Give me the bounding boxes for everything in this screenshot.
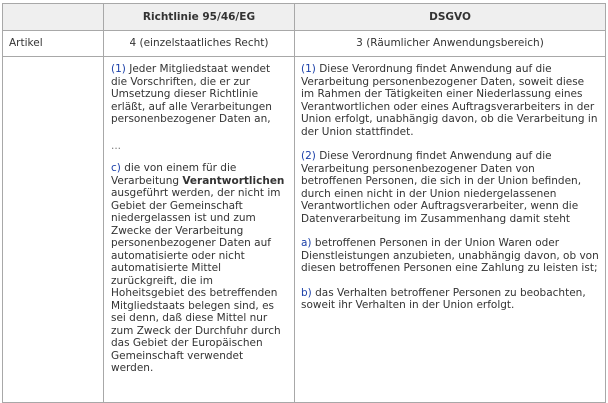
richtlinie-text-cell	[104, 57, 295, 403]
point-text-b: ausgeführt werden, der nicht im Gebiet der Gemeinschaft niedergelassen ist und zum Zwecke der Verarbeitung personenbezogener Daten auf automatisierte oder nicht automatisierte Mittel zurückgreift, die im Hoheitsgebiet des betreffenden Mitgliedstaats belegen sind, es sei denn, daß diese Mittel nur zum Zweck der Durchfuhr durch das Gebiet der Europäischen Gemeinschaft verwendet werden.	[111, 187, 281, 374]
spacer	[301, 225, 599, 237]
header-row	[3, 4, 606, 31]
ellipsis: ...	[111, 139, 122, 152]
paragraph-number: (2)	[301, 150, 316, 162]
richtlinie-point-c	[111, 162, 288, 375]
point-letter: a)	[301, 237, 312, 249]
article-dsgvo: 3 (Räumlicher Anwendungsbereich)	[295, 31, 606, 57]
spacer	[301, 275, 599, 287]
point-letter: c)	[111, 162, 121, 174]
point-letter: b)	[301, 286, 312, 299]
dsgvo-point-a	[301, 237, 599, 275]
paragraph-number: (1)	[301, 63, 316, 75]
article-row	[3, 31, 606, 57]
header-empty	[3, 4, 104, 31]
article-richtlinie: 4 (einzelstaatliches Recht)	[104, 31, 295, 57]
paragraph-text: Jeder Mitgliedstaat wendet die Vorschriften, die er zur Umsetzung dieser Richtlinie erläßt, auf alle Verarbeitungen personenbezogener Daten an,	[111, 63, 272, 125]
content-empty-cell	[3, 57, 104, 403]
paragraph-text: Diese Verordnung findet Anwendung auf die Verarbeitung personenbezogener Daten von betroffenen Personen, die sich in der Union befinden, durch einen nicht in der Union niedergelassenen Verantwortlichen oder Auftragsverarbeiter, wenn die Datenverarbeitung im Zusammenhang damit steht	[301, 150, 582, 225]
header-richtlinie: Richtlinie 95/46/EG	[104, 4, 295, 31]
point-bold-term: Verantwortlichen	[182, 174, 285, 187]
header-dsgvo: DSGVO	[295, 4, 606, 31]
paragraph-number: (1)	[111, 63, 126, 75]
point-text: das Verhalten betroffener Personen zu beobachten, soweit ihr Verhalten in der Union erfolgt.	[301, 286, 586, 311]
point-text-a: die von einem für die Verarbeitung	[111, 162, 237, 187]
paragraph-text: Diese Verordnung findet Anwendung auf die Verarbeitung personenbezogener Daten, soweit diese im Rahmen der Tätigkeiten einer Niederlassung eines Verantwortlichen oder eines Auftragsverarbeiters in der Union erfolgt, unabhängig davon, ob die Verarbeitung in der Union stattfindet.	[301, 63, 598, 138]
content-row	[3, 57, 606, 403]
point-text: betroffenen Personen in der Union Waren oder Dienstleistungen anzubieten, unabhängig davon, ob von diesen betroffenen Personen eine Zahlung zu leisten ist;	[301, 237, 599, 274]
dsgvo-point-b	[301, 287, 599, 312]
spacer	[301, 138, 599, 150]
dsgvo-paragraph-1	[301, 63, 599, 138]
dsgvo-paragraph-2	[301, 150, 599, 225]
dsgvo-text-cell	[295, 57, 606, 403]
richtlinie-paragraph-1	[111, 63, 288, 126]
article-label: Artikel	[3, 31, 104, 57]
comparison-table	[2, 3, 606, 403]
